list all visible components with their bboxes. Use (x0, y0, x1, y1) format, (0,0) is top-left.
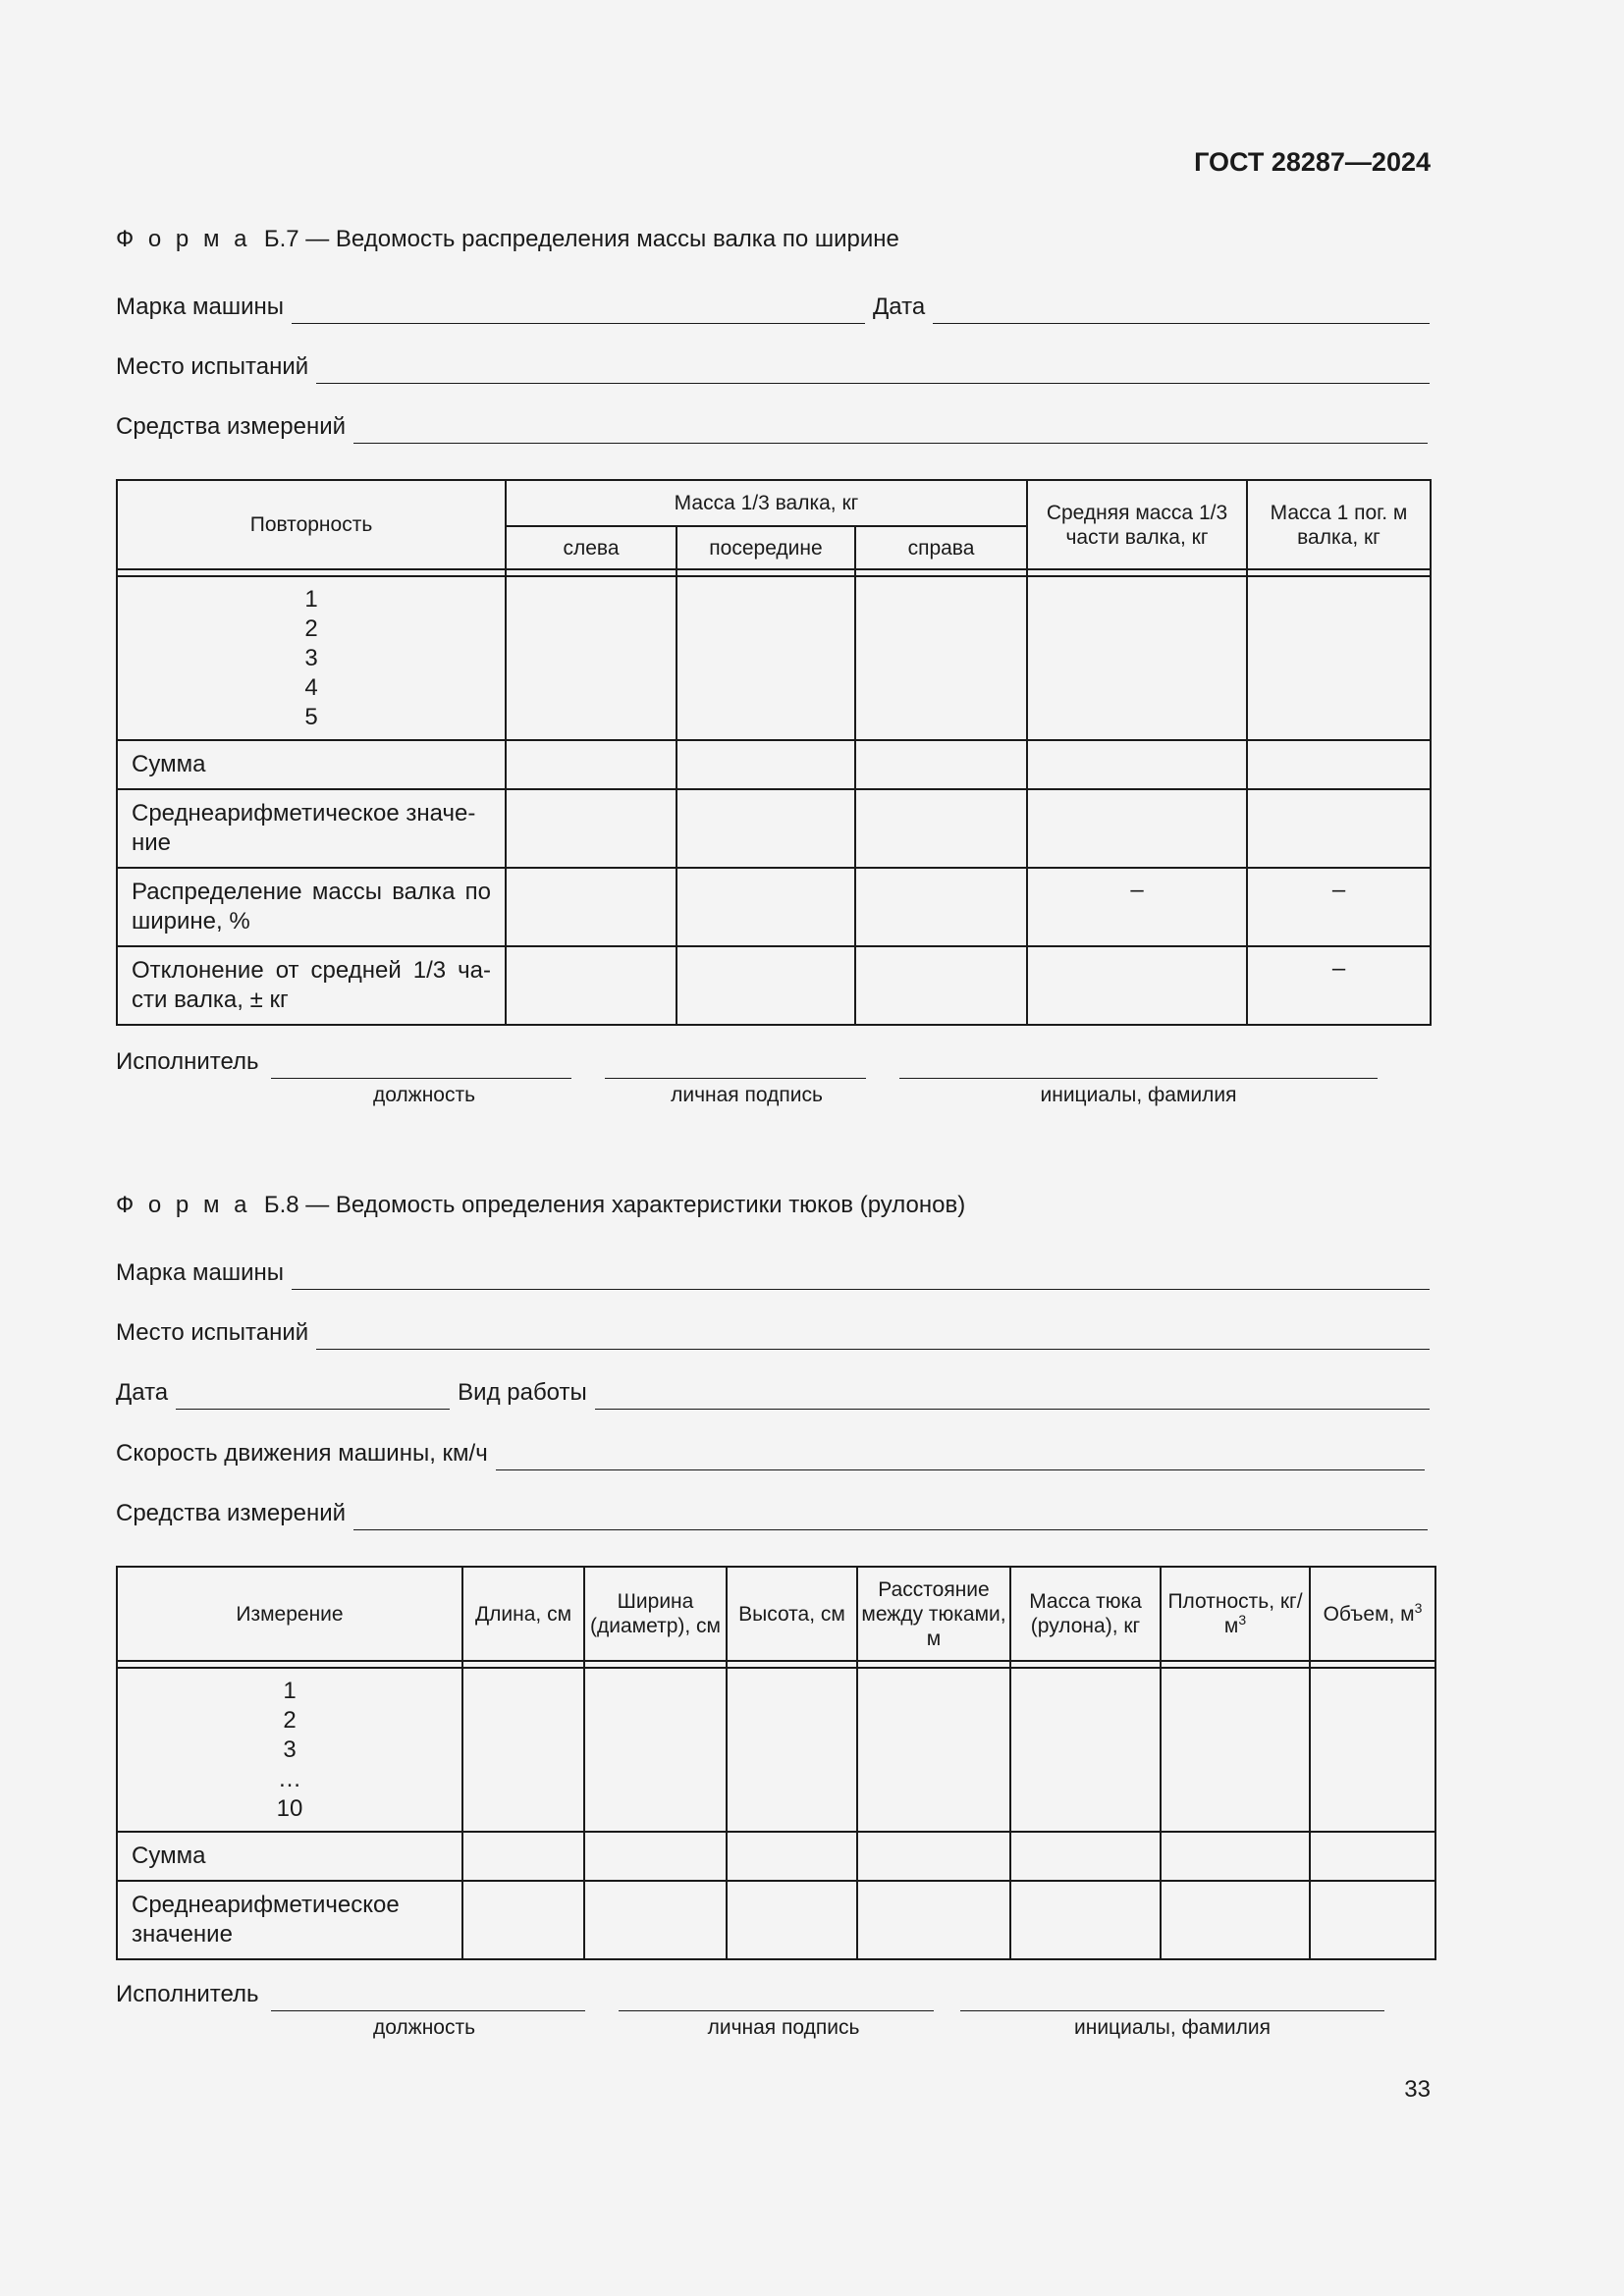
form-b8-name-caption: инициалы, фамилия (1074, 2016, 1271, 2039)
col-middle-header: посередине (677, 526, 855, 569)
form-b8-signature-field[interactable] (619, 1983, 934, 2011)
form-b8-worktype-label: Вид работы (458, 1379, 587, 1406)
data-cell[interactable] (1010, 1668, 1161, 1832)
data-cell[interactable] (1310, 1832, 1435, 1881)
col-right-header: справа (855, 526, 1027, 569)
form-b7-name-field[interactable] (899, 1050, 1378, 1079)
data-cell[interactable] (506, 946, 677, 1025)
form-b7-title (116, 226, 899, 253)
form-b8-table (116, 1566, 1436, 1960)
table-row-measurements (117, 1668, 1435, 1832)
header-separator (117, 569, 1431, 576)
data-cell[interactable] (677, 789, 855, 868)
row-sum-label: Сумма (117, 1832, 462, 1881)
dash-cell: – (1247, 868, 1431, 946)
data-cell[interactable] (857, 1881, 1010, 1959)
repeat-number: 3 (304, 644, 318, 671)
form-b8-prefix: Ф о р м а (116, 1192, 251, 1218)
page-number: 33 (1404, 2076, 1431, 2103)
data-cell[interactable] (727, 1881, 857, 1959)
data-cell[interactable] (855, 789, 1027, 868)
form-b7-instruments-field[interactable] (353, 415, 1428, 444)
header-separator (117, 1661, 1435, 1668)
data-cell[interactable] (855, 868, 1027, 946)
form-b8-date-worktype-row (116, 1374, 1430, 1410)
form-b7-name-caption: инициалы, фамилия (1040, 1084, 1237, 1106)
data-cell[interactable] (1161, 1668, 1310, 1832)
row-deviation-label: Отклонение от средней 1/3 ча-сти валка, ± кг (117, 946, 506, 1025)
col-length-header: Длина, см (462, 1567, 584, 1661)
data-cell[interactable] (677, 946, 855, 1025)
col-repeat-header: Повторность (117, 480, 506, 569)
col-density-text: Плотность, кг/м (1167, 1590, 1303, 1637)
measurement-number: 2 (283, 1706, 297, 1734)
row-sum-label: Сумма (117, 740, 506, 789)
col-volume-sup: 3 (1414, 1599, 1423, 1616)
col-mass-per-meter-header: Масса 1 пог. м валка, кг (1247, 480, 1431, 569)
table-row-sum (117, 740, 1431, 789)
repeat-number: 4 (304, 673, 318, 701)
data-cell[interactable] (506, 789, 677, 868)
data-cell[interactable] (584, 1832, 727, 1881)
form-b8-date-label: Дата (116, 1379, 169, 1406)
col-mass-group-header: Масса 1/3 валка, кг (506, 480, 1027, 526)
form-b8-executor-label: Исполнитель (116, 1981, 259, 2007)
data-cell[interactable] (506, 576, 677, 740)
form-b8-speed-label: Скорость движения машины, км/ч (116, 1440, 488, 1467)
data-cell[interactable] (1310, 1881, 1435, 1959)
data-cell[interactable] (855, 946, 1027, 1025)
form-b7-prefix: Ф о р м а (116, 226, 251, 252)
data-cell[interactable] (584, 1881, 727, 1959)
col-distance-header: Расстояние между тюками, м (857, 1567, 1010, 1661)
form-b8-place-label: Место испытаний (116, 1319, 309, 1346)
form-b8-speed-row (116, 1435, 1425, 1470)
col-height-header: Высота, см (727, 1567, 857, 1661)
col-volume-text: Объем, м (1323, 1602, 1415, 1626)
form-b7-title-text: Б.7 — Ведомость распределения массы валка по ширине (263, 226, 899, 252)
form-b7-instruments-row (116, 408, 1428, 444)
form-b7-position-caption: должность (372, 1084, 476, 1106)
data-cell[interactable] (1161, 1881, 1310, 1959)
data-cell[interactable] (1247, 789, 1431, 868)
form-b8-title-text: Б.8 — Ведомость определения характеристики тюков (рулонов) (263, 1192, 966, 1218)
col-measurement-header: Измерение (117, 1567, 462, 1661)
data-cell[interactable] (857, 1832, 1010, 1881)
form-b8-position-field[interactable] (271, 1983, 585, 2011)
measurement-ellipsis: … (278, 1765, 301, 1792)
data-cell[interactable] (462, 1881, 584, 1959)
form-b7-place-row (116, 348, 1430, 384)
dash-cell: – (1247, 946, 1431, 1025)
data-cell[interactable] (1247, 740, 1431, 789)
repeats-cell (117, 576, 506, 740)
row-distribution-label: Распределение массы валка по ширине, % (117, 868, 506, 946)
col-volume-header (1310, 1567, 1435, 1661)
form-b7-position-field[interactable] (271, 1050, 571, 1079)
dash-cell: – (1027, 868, 1247, 946)
data-cell[interactable] (1247, 576, 1431, 740)
table-row-mean (117, 789, 1431, 868)
form-b8-place-field[interactable] (316, 1321, 1430, 1350)
data-cell[interactable] (677, 868, 855, 946)
form-b8-instruments-row (116, 1495, 1428, 1530)
form-b8-worktype-field[interactable] (595, 1381, 1430, 1410)
data-cell[interactable] (1027, 946, 1247, 1025)
form-b7-executor-label: Исполнитель (116, 1048, 259, 1075)
measurement-number: 1 (283, 1677, 297, 1704)
col-avg-mass-header: Средняя масса 1/3 части валка, кг (1027, 480, 1247, 569)
data-cell[interactable] (727, 1668, 857, 1832)
form-b8-title (116, 1192, 965, 1219)
form-b8-brand-label: Марка машины (116, 1259, 285, 1286)
col-left-header: слева (506, 526, 677, 569)
data-cell[interactable] (855, 576, 1027, 740)
data-cell[interactable] (857, 1668, 1010, 1832)
form-b7-brand-label: Марка машины (116, 294, 285, 320)
data-cell[interactable] (1010, 1832, 1161, 1881)
table-row-distribution (117, 868, 1431, 946)
row-mean-label: Среднеарифметическое значе-ние (117, 789, 506, 868)
table-row-sum (117, 1832, 1435, 1881)
form-b7-table (116, 479, 1432, 1026)
form-b7-brand-date-row (116, 289, 1430, 324)
data-cell[interactable] (584, 1668, 727, 1832)
form-b8-brand-field[interactable] (292, 1261, 1430, 1290)
form-b8-speed-field[interactable] (496, 1442, 1425, 1470)
form-b7-brand-field[interactable] (292, 295, 865, 324)
data-cell[interactable] (1027, 576, 1247, 740)
repeat-number: 1 (304, 585, 318, 613)
form-b8-place-row (116, 1314, 1430, 1350)
col-mass-header: Масса тюка (рулона), кг (1010, 1567, 1161, 1661)
data-cell[interactable] (462, 1668, 584, 1832)
data-cell[interactable] (462, 1832, 584, 1881)
repeat-number: 2 (304, 614, 318, 642)
form-b8-instruments-field[interactable] (353, 1502, 1428, 1530)
form-b7-date-field[interactable] (933, 295, 1430, 324)
form-b8-signature-caption: личная подпись (707, 2016, 860, 2039)
measurement-number: 3 (283, 1735, 297, 1763)
table-row-repeats (117, 576, 1431, 740)
document-code: ГОСТ 28287—2024 (1194, 147, 1431, 177)
data-cell[interactable] (1161, 1832, 1310, 1881)
data-cell[interactable] (727, 1832, 857, 1881)
row-mean-label: Среднеарифметическое значение (117, 1881, 462, 1959)
repeat-number: 5 (304, 703, 318, 730)
col-width-header: Ширина (диаметр), см (584, 1567, 727, 1661)
form-b8-name-field[interactable] (960, 1983, 1384, 2011)
data-cell[interactable] (1027, 789, 1247, 868)
form-b8-instruments-label: Средства измерений (116, 1500, 347, 1526)
form-b7-place-label: Место испытаний (116, 353, 309, 380)
form-b7-signature-field[interactable] (605, 1050, 866, 1079)
col-density-header (1161, 1567, 1310, 1661)
form-b7-instruments-label: Средства измерений (116, 413, 347, 440)
form-b8-position-caption: должность (372, 2016, 476, 2039)
measurements-cell (117, 1668, 462, 1832)
data-cell[interactable] (677, 740, 855, 789)
col-density-sup: 3 (1238, 1612, 1247, 1628)
data-cell[interactable] (1010, 1881, 1161, 1959)
form-b8-brand-row (116, 1255, 1430, 1290)
data-cell[interactable] (677, 576, 855, 740)
measurement-number: 10 (276, 1794, 303, 1822)
form-b8-date-field[interactable] (176, 1381, 450, 1410)
table-row-mean (117, 1881, 1435, 1959)
form-b7-place-field[interactable] (316, 355, 1430, 384)
form-b7-date-label: Дата (873, 294, 926, 320)
data-cell[interactable] (1310, 1668, 1435, 1832)
data-cell[interactable] (506, 740, 677, 789)
data-cell[interactable] (1027, 740, 1247, 789)
data-cell[interactable] (855, 740, 1027, 789)
form-b7-signature-caption: личная подпись (671, 1084, 823, 1106)
table-row-deviation (117, 946, 1431, 1025)
data-cell[interactable] (506, 868, 677, 946)
